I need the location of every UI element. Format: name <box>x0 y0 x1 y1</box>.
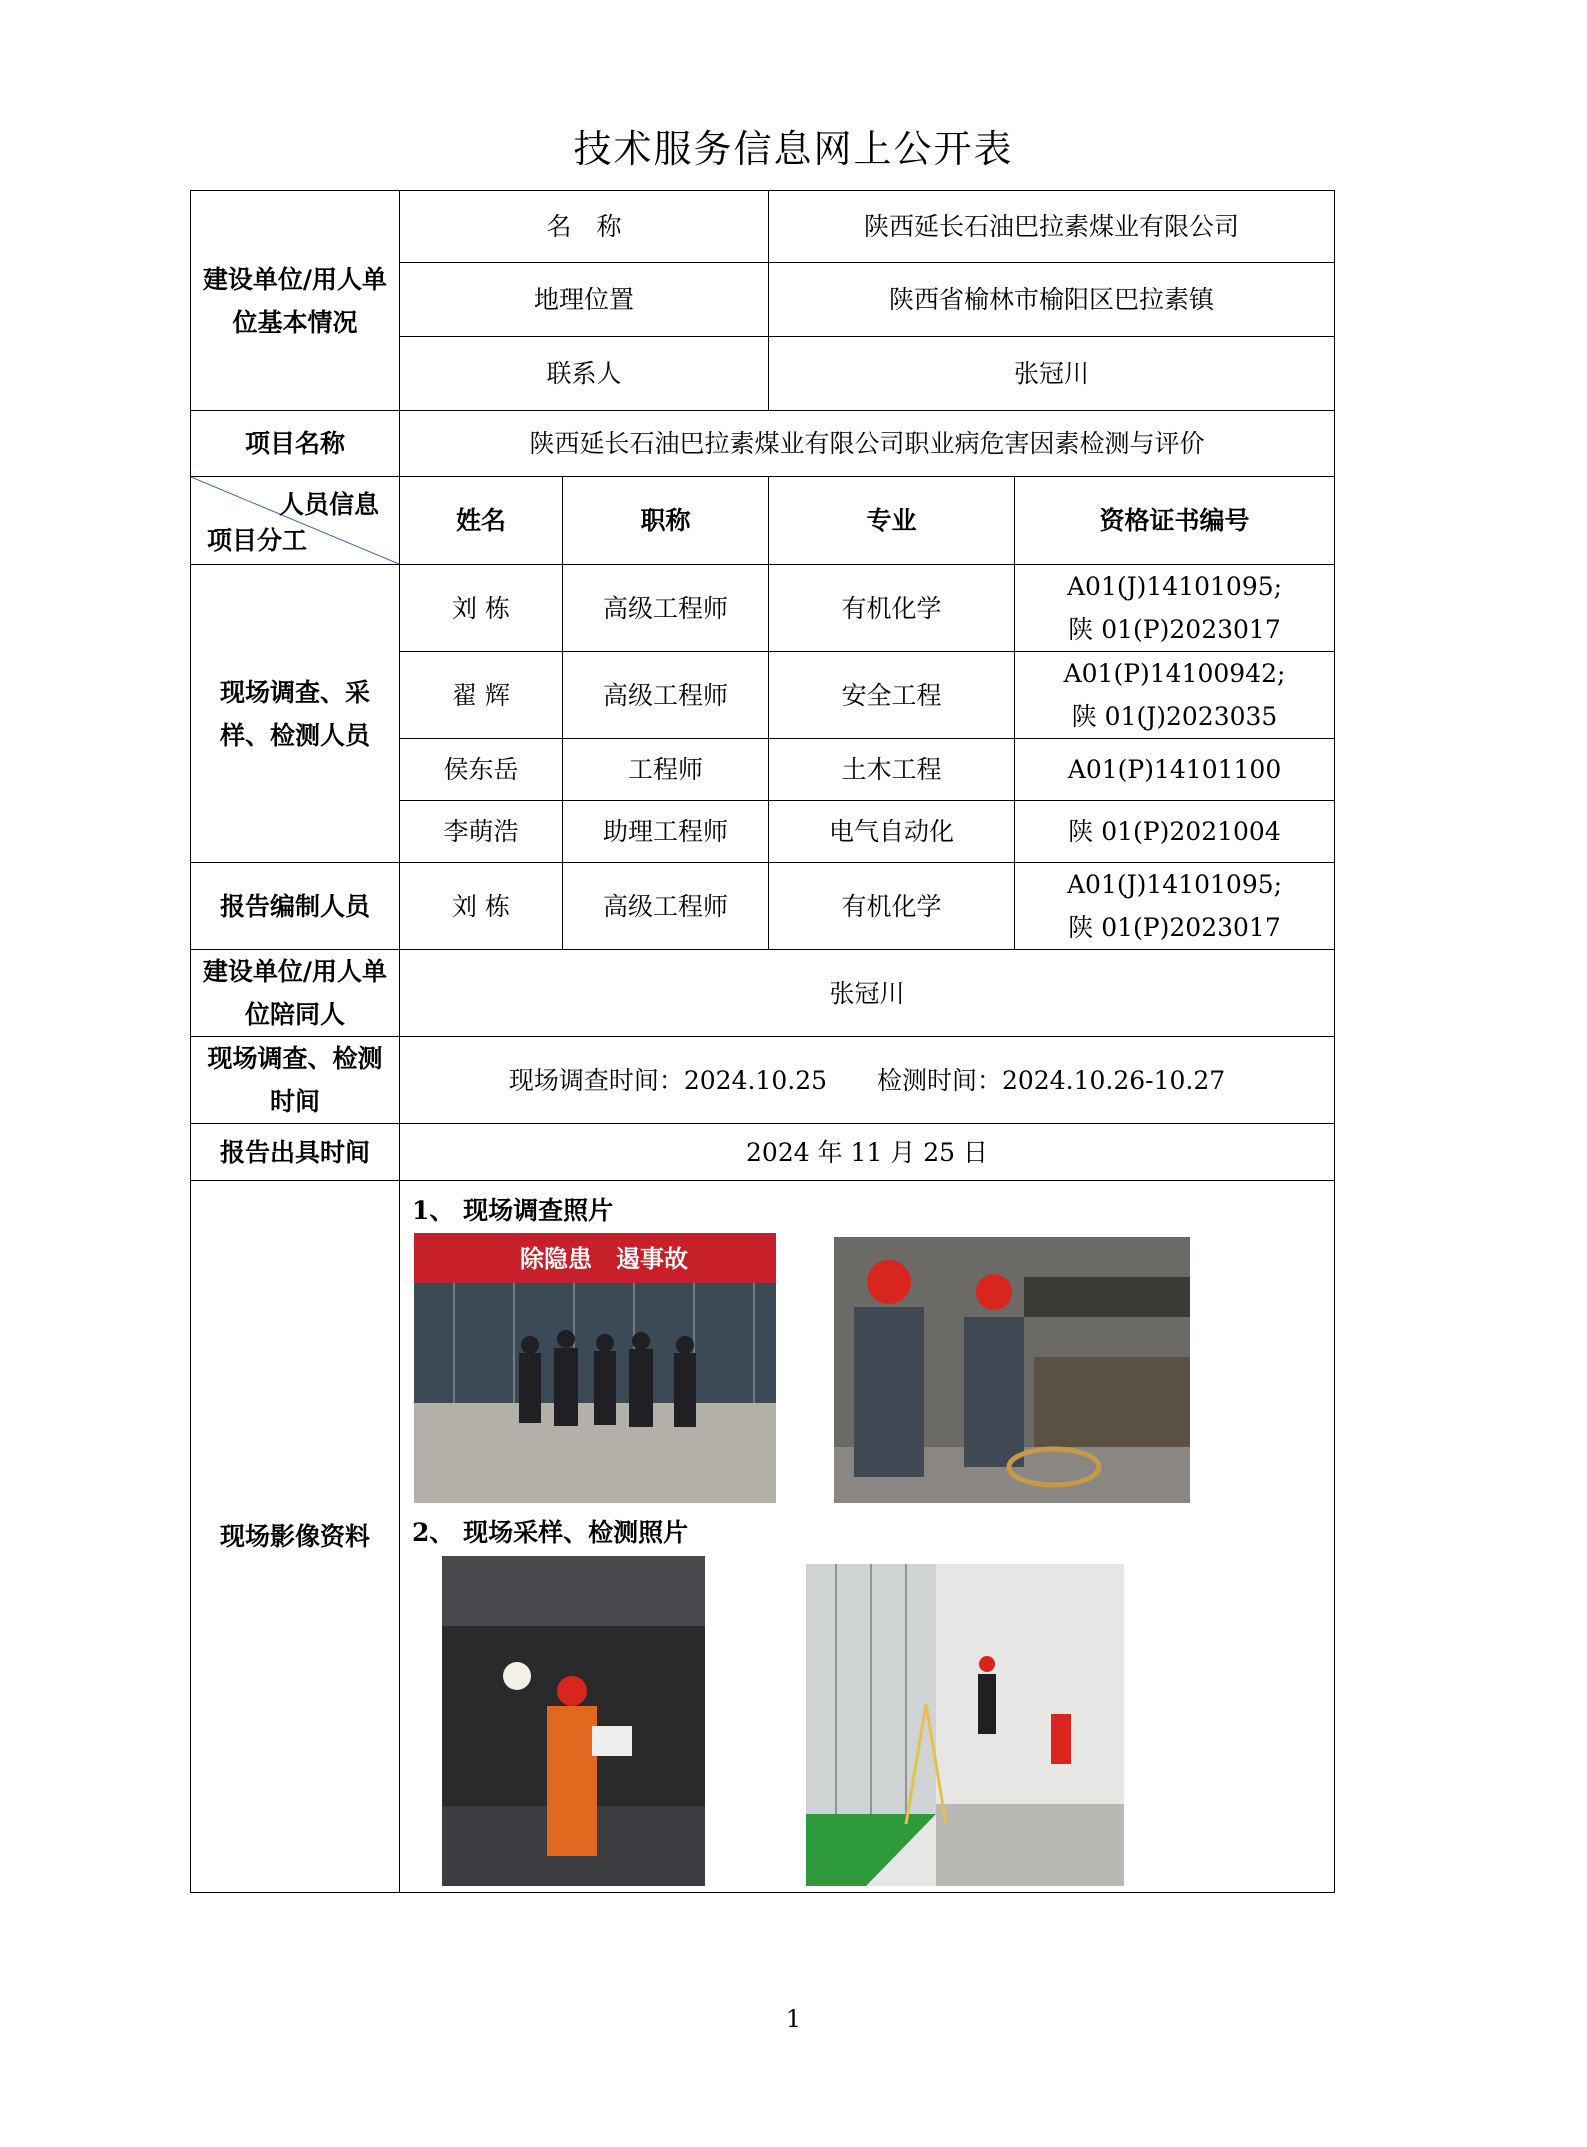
report-staff-name: 刘 栋 <box>400 863 563 950</box>
staff-major: 安全工程 <box>769 652 1015 739</box>
media-heading-survey: 1、 现场调查照片 <box>412 1196 614 1225</box>
staff-title: 高级工程师 <box>563 565 769 652</box>
report-date-value: 2024 年 11 月 25 日 <box>400 1124 1335 1181</box>
staff-name: 李萌浩 <box>400 801 563 863</box>
col-header-title: 职称 <box>563 477 769 565</box>
media-cell <box>400 1181 1335 1893</box>
diag-bottom-label: 项目分工 <box>207 526 308 555</box>
staff-name: 侯东岳 <box>400 739 563 801</box>
page-number: 1 <box>785 2005 802 2033</box>
report-staff-cert: A01(J)14101095; 陕 01(P)2023017 <box>1015 863 1335 950</box>
companion-value: 张冠川 <box>400 950 1335 1037</box>
unit-contact-value: 张冠川 <box>769 337 1335 411</box>
photo-switchgear-room <box>806 1564 1124 1886</box>
unit-location-value: 陕西省榆林市榆阳区巴拉素镇 <box>769 263 1335 337</box>
project-label: 项目名称 <box>191 411 400 477</box>
staff-cert: A01(P)14101100 <box>1015 739 1335 801</box>
photo-group-at-building <box>414 1233 776 1503</box>
report-date-label: 报告出具时间 <box>191 1124 400 1181</box>
staff-major: 土木工程 <box>769 739 1015 801</box>
survey-staff-label: 现场调查、采样、检测人员 <box>191 565 400 863</box>
info-table <box>190 190 1335 1893</box>
staff-cert: A01(J)14101095; 陕 01(P)2023017 <box>1015 565 1335 652</box>
unit-name-label: 名 称 <box>400 191 769 263</box>
unit-section-label: 建设单位/用人单位基本情况 <box>191 191 400 411</box>
media-heading-sampling: 2、 现场采样、检测照片 <box>412 1518 689 1547</box>
unit-location-label: 地理位置 <box>400 263 769 337</box>
photo-underground-sampling <box>442 1556 705 1886</box>
unit-name-value: 陕西延长石油巴拉素煤业有限公司 <box>769 191 1335 263</box>
diag-top-label: 人员信息 <box>278 490 379 519</box>
staff-title: 高级工程师 <box>563 652 769 739</box>
staff-cert: A01(P)14100942; 陕 01(J)2023035 <box>1015 652 1335 739</box>
photo-workers-inspection <box>834 1237 1190 1503</box>
unit-contact-label: 联系人 <box>400 337 769 411</box>
col-header-major: 专业 <box>769 477 1015 565</box>
staff-cert: 陕 01(P)2021004 <box>1015 801 1335 863</box>
staff-name: 翟 辉 <box>400 652 563 739</box>
survey-time-label: 现场调查、检测时间 <box>191 1037 400 1124</box>
staff-header-diagonal <box>191 477 400 565</box>
staff-major: 电气自动化 <box>769 801 1015 863</box>
survey-time-value: 现场调查时间：2024.10.25 检测时间：2024.10.26-10.27 <box>400 1037 1335 1124</box>
staff-title: 助理工程师 <box>563 801 769 863</box>
staff-name: 刘 栋 <box>400 565 563 652</box>
media-label: 现场影像资料 <box>191 1181 400 1893</box>
project-value: 陕西延长石油巴拉素煤业有限公司职业病危害因素检测与评价 <box>400 411 1335 477</box>
report-staff-title: 高级工程师 <box>563 863 769 950</box>
banner-text: 除隐患 遏事故 <box>520 1245 688 1273</box>
col-header-cert: 资格证书编号 <box>1015 477 1335 565</box>
col-header-name: 姓名 <box>400 477 563 565</box>
staff-title: 工程师 <box>563 739 769 801</box>
companion-label: 建设单位/用人单位陪同人 <box>191 950 400 1037</box>
report-staff-label: 报告编制人员 <box>191 863 400 950</box>
report-staff-major: 有机化学 <box>769 863 1015 950</box>
page-title: 技术服务信息网上公开表 <box>573 127 1014 171</box>
staff-major: 有机化学 <box>769 565 1015 652</box>
